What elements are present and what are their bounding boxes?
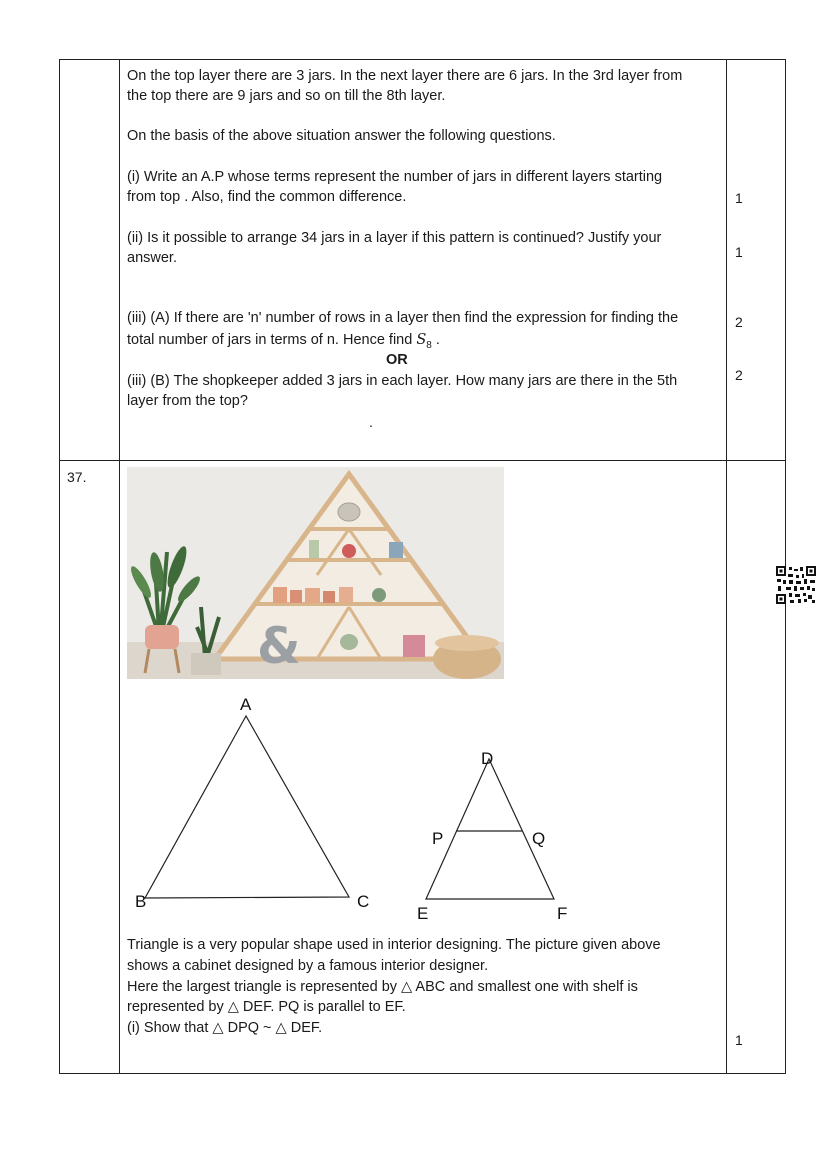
mark-part-i: 1: [735, 190, 743, 206]
triangle-abc: [145, 716, 349, 898]
svg-text:&: &: [257, 617, 301, 675]
q37-text-line3: Here the largest triangle is represented by △ ABC and smallest one with shelf is: [127, 979, 638, 995]
stray-dot: .: [369, 414, 373, 430]
q36-part-iiiB-line1: (iii) (B) The shopkeeper added 3 jars in each layer. How many jars are there in the 5th: [127, 373, 678, 389]
table-bottom-border: [59, 1073, 786, 1074]
q36-part-iiiA-line1: (iii) (A) If there are 'n' number of rows in a layer then find the expression for finding the: [127, 310, 679, 326]
triangle-diagrams: [127, 690, 597, 930]
s8-symbol: S: [416, 332, 427, 348]
q36-part-iiiB-line2: layer from the top?: [127, 393, 248, 409]
point-label-q: Q: [532, 829, 546, 848]
marks-column-divider: [726, 59, 727, 1074]
or-separator: OR: [386, 352, 408, 368]
mark-part-iiiA: 2: [735, 314, 743, 330]
q36-part-i-line2: from top . Also, find the common difference.: [127, 189, 407, 205]
table-left-border: [59, 59, 60, 1074]
point-label-p: P: [432, 829, 444, 848]
q37-text-line1: Triangle is a very popular shape used in interior designing. The picture given above: [127, 937, 661, 953]
triangle-shelf-photo: [127, 467, 504, 679]
q36-part-ii-line2: answer.: [127, 250, 177, 266]
q36-intro-line2: the top there are 9 jars and so on till the 8th layer.: [127, 88, 446, 104]
mark-part-iiiB: 2: [735, 367, 743, 383]
mark-part-ii: 1: [735, 244, 743, 260]
qr-code-icon: [776, 566, 816, 604]
table-top-border: [59, 59, 786, 60]
vertex-label-d: D: [481, 749, 494, 768]
q36-part-ii-line1: (ii) Is it possible to arrange 34 jars in a layer if this pattern is continued? Justify your: [127, 230, 662, 246]
q36-intro-line1: On the top layer there are 3 jars. In the next layer there are 6 jars. In the 3rd layer from: [127, 68, 683, 84]
q37-text-line4: represented by △ DEF. PQ is parallel to EF.: [127, 999, 406, 1015]
vertex-label-a: A: [240, 695, 252, 714]
q36-part-i-line1: (i) Write an A.P whose terms represent the number of jars in different layers starting: [127, 169, 663, 185]
vertex-label-b: B: [135, 892, 147, 911]
vertex-label-c: C: [357, 892, 370, 911]
vertex-label-e: E: [417, 904, 429, 923]
q37-text-line2: shows a cabinet designed by a famous interior designer.: [127, 958, 489, 974]
row-divider: [59, 460, 786, 461]
mark-q37-part-i: 1: [735, 1032, 743, 1048]
q36-part-iiiA-line2: total number of jars in terms of n. Hence find $S_8$ .: [127, 332, 440, 351]
q37-part-i: (i) Show that △ DPQ ~ △ DEF.: [127, 1020, 323, 1036]
q36-instruction: On the basis of the above situation answer the following questions.: [127, 128, 556, 144]
number-column-divider: [119, 59, 120, 1074]
vertex-label-f: F: [557, 904, 568, 923]
question-number: 37.: [67, 469, 87, 485]
